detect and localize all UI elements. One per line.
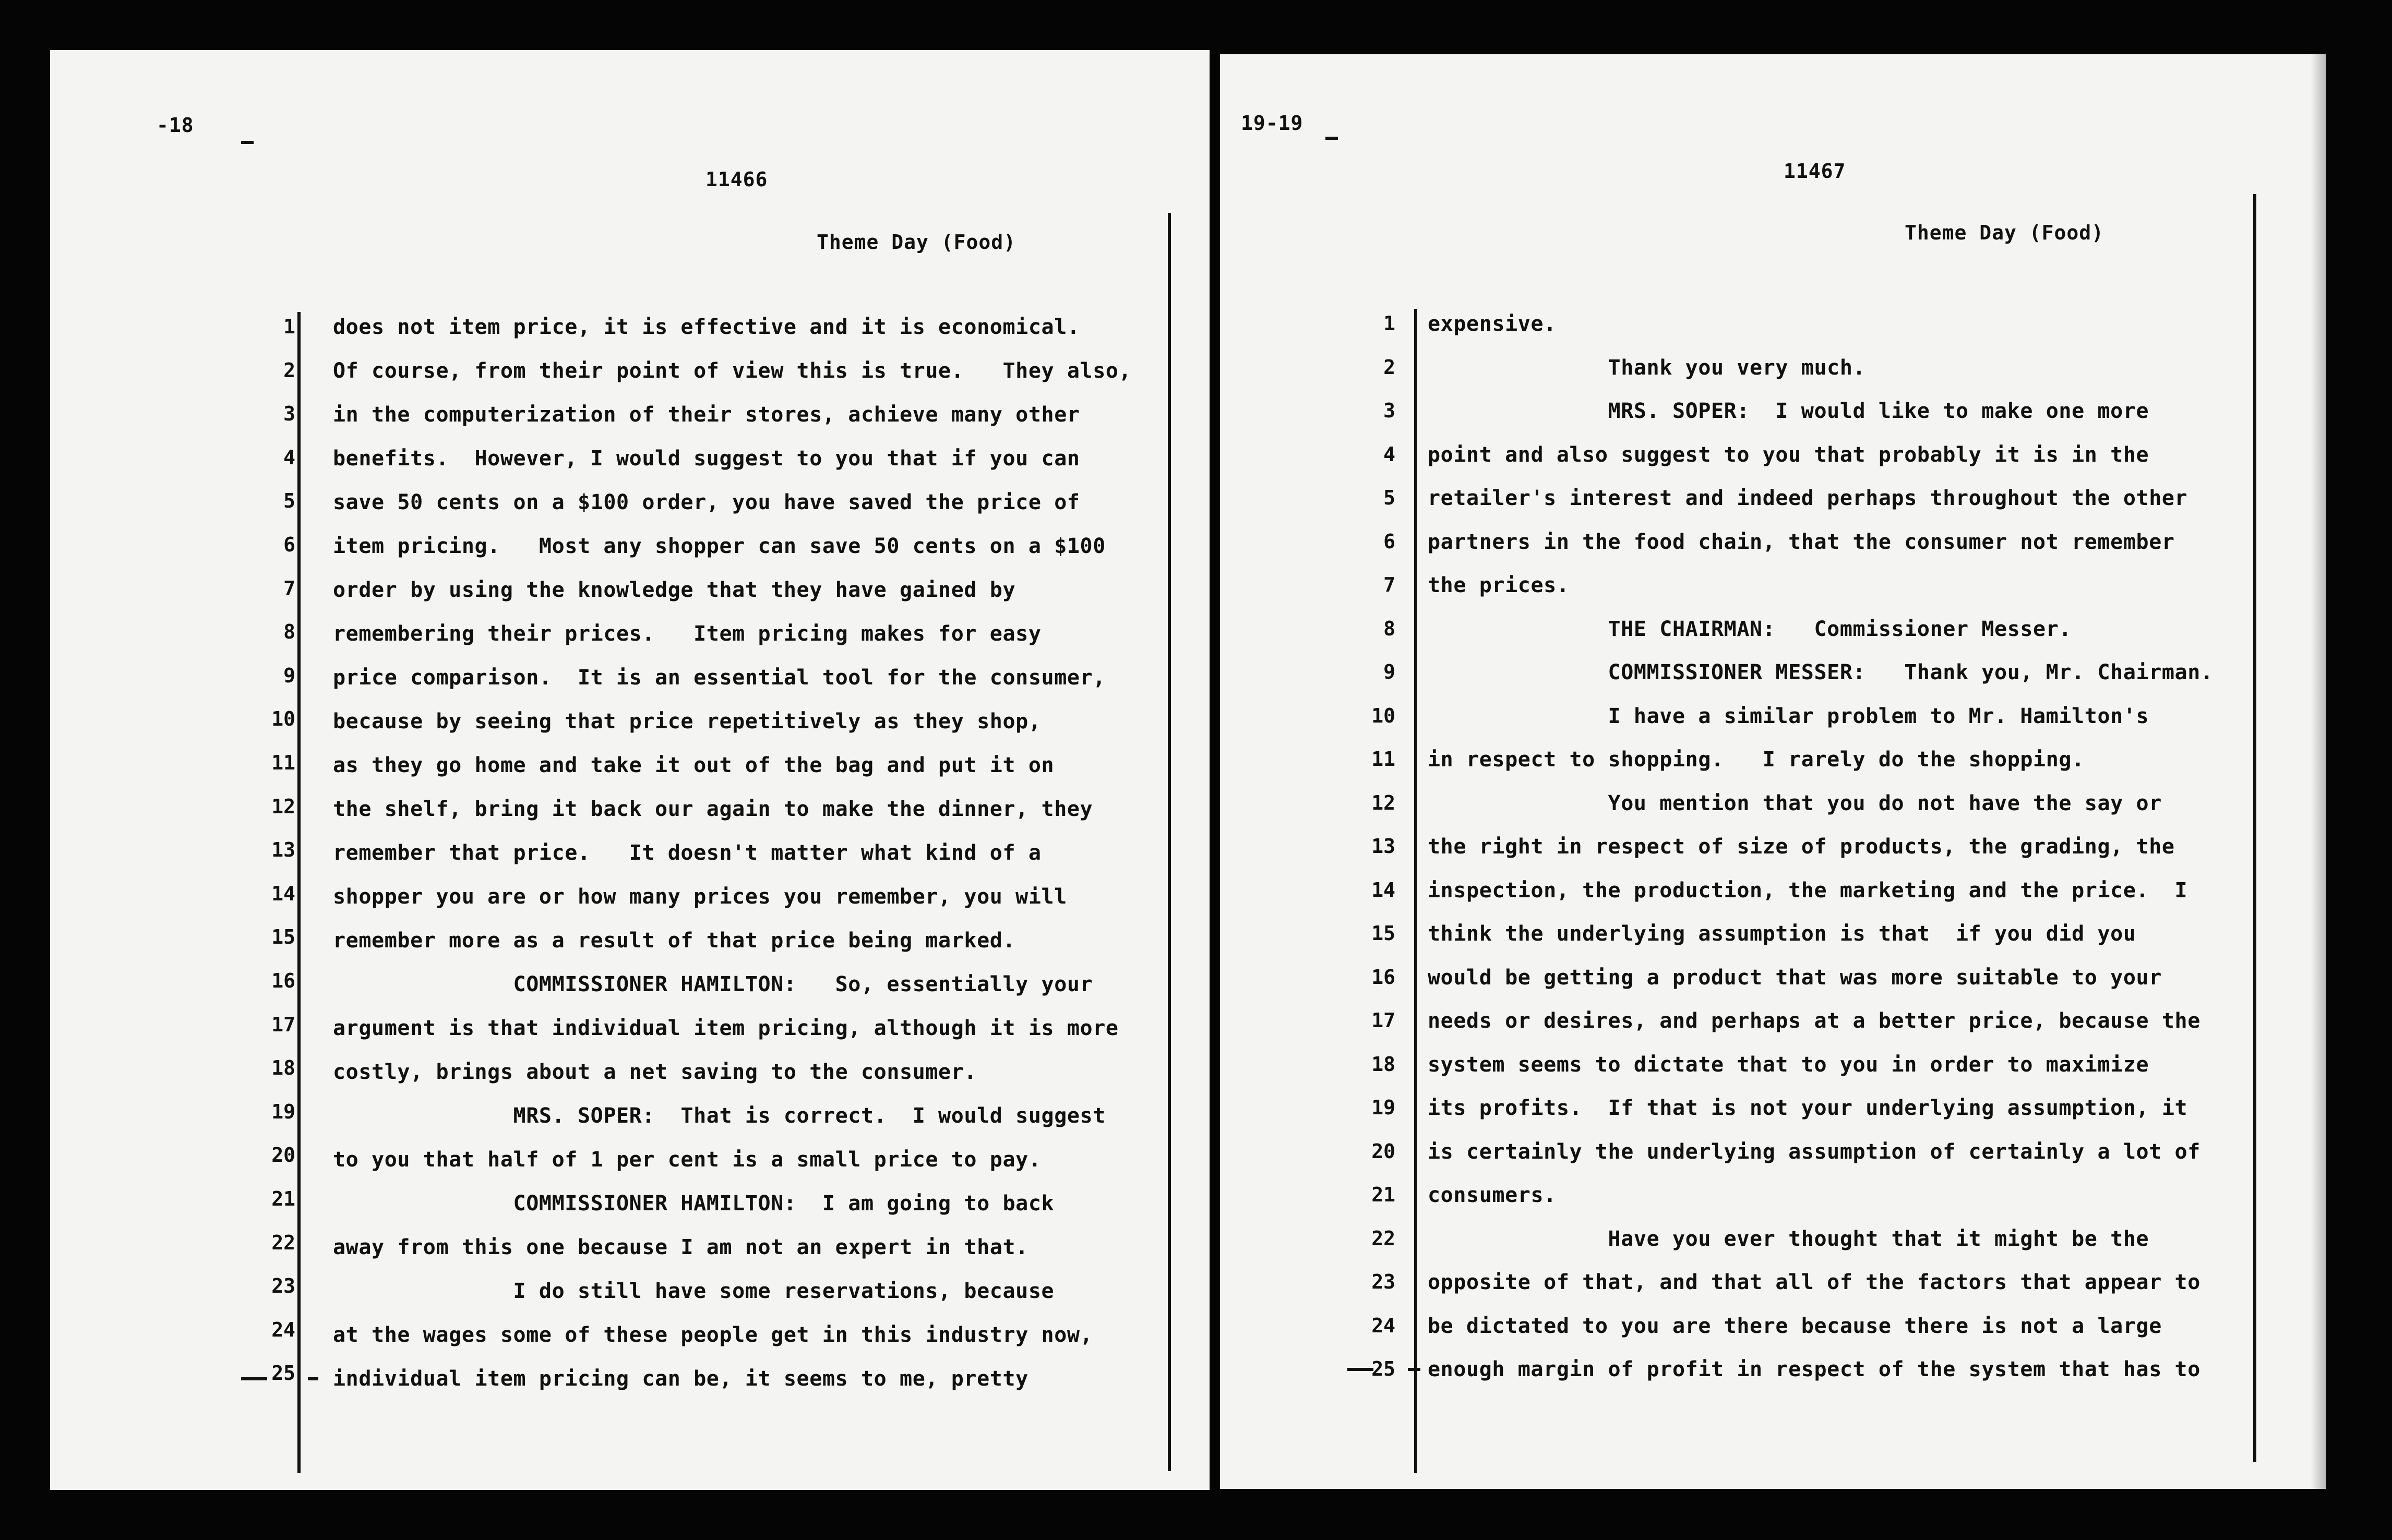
page-ref-dash bbox=[241, 141, 254, 144]
line-number: 14 bbox=[1371, 878, 1395, 901]
line-number: 7 bbox=[1383, 573, 1395, 596]
right-margin-rule bbox=[1168, 213, 1171, 1471]
transcript-line: price comparison. It is an essential tool for the consumer, bbox=[333, 666, 1106, 690]
line-number: 13 bbox=[1371, 835, 1395, 858]
transcript-line: is certainly the underlying assumption of certainly a lot of bbox=[1428, 1139, 2200, 1164]
transcript-line: point and also suggest to you that probably it is in the bbox=[1428, 442, 2149, 467]
transcript-line: think the underlying assumption is that if you did you bbox=[1428, 922, 2136, 946]
line-number: 6 bbox=[283, 533, 295, 556]
line-number: 23 bbox=[1371, 1270, 1395, 1293]
transcript-line: would be getting a product that was more suitable to your bbox=[1428, 965, 2162, 990]
transcript-line: the right in respect of size of products, the grading, the bbox=[1428, 835, 2175, 859]
line-number: 7 bbox=[283, 576, 295, 600]
line-number: 8 bbox=[283, 620, 295, 644]
transcript-line: to you that half of 1 per cent is a small price to pay. bbox=[333, 1148, 1042, 1172]
transcript-line: system seems to dictate that to you in order to maximize bbox=[1428, 1052, 2149, 1077]
line-number: 11 bbox=[271, 751, 295, 774]
transcript-line: item pricing. Most any shopper can save 50 cents on a $100 bbox=[333, 534, 1106, 558]
line-25-marker-dash bbox=[308, 1377, 318, 1380]
transcript-line: the shelf, bring it back our again to make the dinner, they bbox=[333, 797, 1093, 821]
right-page-title: Theme Day (Food) bbox=[1905, 221, 2104, 244]
line-number: 12 bbox=[271, 795, 295, 818]
line-number: 15 bbox=[1371, 922, 1395, 945]
line-number: 17 bbox=[1371, 1009, 1395, 1032]
transcript-line: shopper you are or how many prices you remember, you will bbox=[333, 885, 1067, 909]
line-number: 20 bbox=[271, 1144, 295, 1167]
line-number: 6 bbox=[1383, 530, 1395, 553]
transcript-line: does not item price, it is effective and it is economical. bbox=[333, 315, 1080, 339]
transcript-line: because by seeing that price repetitively as they shop, bbox=[333, 709, 1042, 733]
transcript-line: Thank you very much. bbox=[1428, 355, 1866, 380]
line-number: 5 bbox=[283, 489, 295, 513]
line-25-marker-dash bbox=[1408, 1368, 1420, 1371]
transcript-line: in the computerization of their stores, achieve many other bbox=[333, 403, 1080, 427]
line-number: 16 bbox=[271, 969, 295, 992]
line-number: 25 bbox=[271, 1362, 295, 1385]
line-number: 10 bbox=[271, 707, 295, 731]
transcript-line: THE CHAIRMAN: Commissioner Messer. bbox=[1428, 617, 2072, 641]
transcript-line: opposite of that, and that all of the factors that appear to bbox=[1428, 1270, 2200, 1294]
line-number: 4 bbox=[283, 446, 295, 469]
line-number: 16 bbox=[1371, 965, 1395, 989]
left-page-number: 11466 bbox=[705, 168, 768, 191]
transcript-line: You mention that you do not have the say or bbox=[1428, 791, 2162, 815]
transcript-line: in respect to shopping. I rarely do the shopping. bbox=[1428, 748, 2085, 772]
line-number: 12 bbox=[1371, 791, 1395, 814]
line-number: 10 bbox=[1371, 704, 1395, 727]
line-number: 8 bbox=[1383, 617, 1395, 640]
right-page-number: 11467 bbox=[1784, 160, 1846, 183]
transcript-line: retailer's interest and indeed perhaps throughout the other bbox=[1428, 486, 2188, 510]
line-number: 9 bbox=[283, 664, 295, 687]
transcript-line: save 50 cents on a $100 order, you have saved the price of bbox=[333, 490, 1080, 514]
line-number: 3 bbox=[283, 402, 295, 426]
line-number: 1 bbox=[1383, 312, 1395, 335]
line-number: 15 bbox=[271, 925, 295, 949]
right-page-ref: 19-19 bbox=[1241, 112, 1303, 135]
transcript-line: enough margin of profit in respect of the system that has to bbox=[1428, 1357, 2200, 1381]
transcript-line: the prices. bbox=[1428, 573, 1570, 597]
line-number: 3 bbox=[1383, 399, 1395, 422]
left-margin-rule bbox=[297, 312, 301, 1473]
transcript-line: at the wages some of these people get in this industry now, bbox=[333, 1323, 1093, 1347]
right-margin-rule bbox=[2253, 194, 2256, 1462]
line-number: 2 bbox=[1383, 355, 1395, 379]
line-number: 19 bbox=[1371, 1096, 1395, 1119]
page-ref-dash bbox=[1325, 137, 1338, 140]
line-number: 18 bbox=[1371, 1052, 1395, 1076]
transcript-line: remember that price. It doesn't matter what kind of a bbox=[333, 841, 1042, 865]
transcript-line: I have a similar problem to Mr. Hamilton's bbox=[1428, 704, 2149, 728]
transcript-line: be dictated to you are there because there is not a large bbox=[1428, 1314, 2162, 1338]
line-number: 23 bbox=[271, 1274, 295, 1298]
transcript-line: MRS. SOPER: That is correct. I would suggest bbox=[333, 1104, 1106, 1128]
line-number: 13 bbox=[271, 838, 295, 862]
transcript-line: expensive. bbox=[1428, 312, 1557, 336]
line-number: 22 bbox=[271, 1231, 295, 1254]
line-number: 21 bbox=[1371, 1183, 1395, 1206]
transcript-line: partners in the food chain, that the consumer not remember bbox=[1428, 530, 2175, 554]
transcript-line: remembering their prices. Item pricing makes for easy bbox=[333, 622, 1042, 646]
line-number: 14 bbox=[271, 882, 295, 905]
transcript-line: away from this one because I am not an expert in that. bbox=[333, 1235, 1028, 1259]
left-margin-rule bbox=[1414, 309, 1417, 1473]
line-number: 9 bbox=[1383, 660, 1395, 683]
transcript-line: order by using the knowledge that they have gained by bbox=[333, 578, 1016, 602]
transcript-line: individual item pricing can be, it seems to me, pretty bbox=[333, 1367, 1028, 1391]
left-page-title: Theme Day (Food) bbox=[817, 231, 1016, 254]
transcript-line: as they go home and take it out of the bag and put it on bbox=[333, 753, 1055, 777]
line-number: 1 bbox=[283, 315, 295, 338]
transcript-line: I do still have some reservations, because bbox=[333, 1279, 1055, 1303]
transcript-line: benefits. However, I would suggest to you that if you can bbox=[333, 447, 1080, 471]
page-edge-shadow bbox=[2311, 54, 2326, 1489]
transcript-line: MRS. SOPER: I would like to make one more bbox=[1428, 399, 2149, 423]
transcript-line: consumers. bbox=[1428, 1183, 1557, 1207]
transcript-line: remember more as a result of that price being marked. bbox=[333, 929, 1016, 953]
line-number: 4 bbox=[1383, 442, 1395, 466]
line-number: 21 bbox=[271, 1187, 295, 1210]
line-number: 19 bbox=[271, 1100, 295, 1123]
line-number: 25 bbox=[1371, 1357, 1395, 1380]
transcript-line: Have you ever thought that it might be the bbox=[1428, 1226, 2149, 1251]
transcript-line: inspection, the production, the marketing and the price. I bbox=[1428, 878, 2188, 903]
line-number: 17 bbox=[271, 1013, 295, 1036]
transcript-line: COMMISSIONER HAMILTON: I am going to back bbox=[333, 1192, 1055, 1216]
transcript-line: argument is that individual item pricing, although it is more bbox=[333, 1016, 1119, 1040]
line-number: 20 bbox=[1371, 1139, 1395, 1163]
line-number: 2 bbox=[283, 358, 295, 382]
transcript-line: costly, brings about a net saving to the consumer. bbox=[333, 1060, 977, 1084]
line-number: 22 bbox=[1371, 1226, 1395, 1250]
left-page-ref: -18 bbox=[157, 114, 194, 137]
transcript-line: Of course, from their point of view this is true. They also, bbox=[333, 359, 1132, 383]
transcript-line: COMMISSIONER MESSER: Thank you, Mr. Chairman. bbox=[1428, 660, 2214, 684]
transcript-line: COMMISSIONER HAMILTON: So, essentially your bbox=[333, 972, 1093, 996]
line-number: 24 bbox=[1371, 1314, 1395, 1337]
transcript-line: its profits. If that is not your underlying assumption, it bbox=[1428, 1096, 2188, 1120]
line-number: 18 bbox=[271, 1056, 295, 1080]
transcript-line: needs or desires, and perhaps at a better price, because the bbox=[1428, 1009, 2200, 1033]
line-number: 11 bbox=[1371, 748, 1395, 771]
line-number: 5 bbox=[1383, 486, 1395, 509]
line-number: 24 bbox=[271, 1318, 295, 1341]
